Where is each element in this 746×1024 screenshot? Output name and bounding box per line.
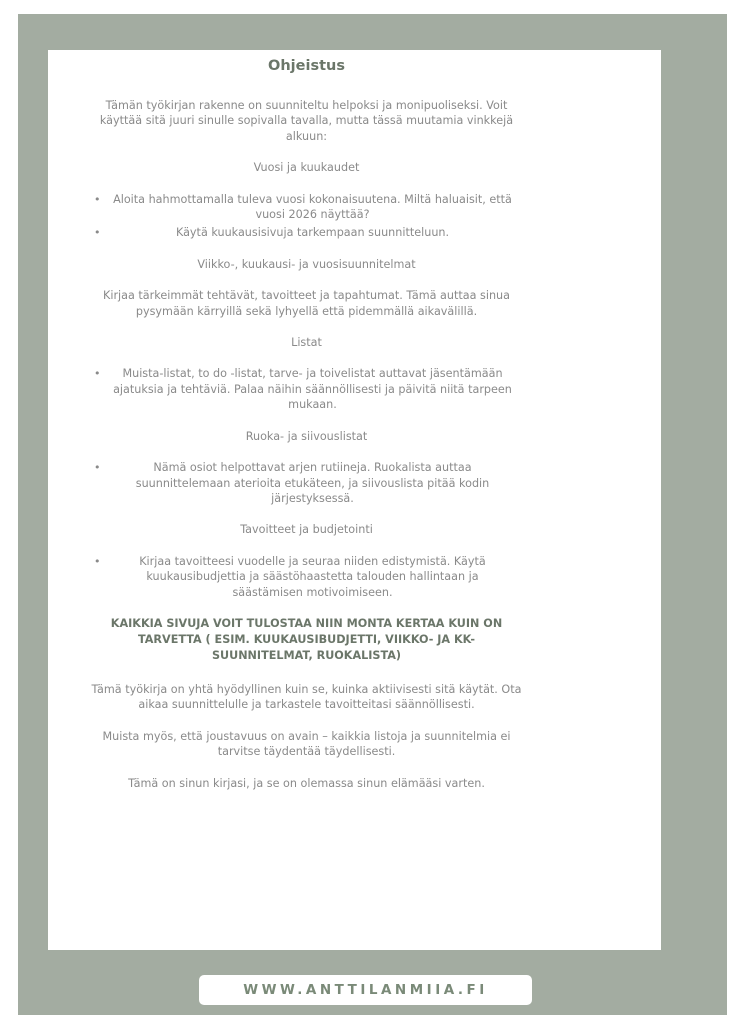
section-list-tavoitteet (88, 554, 525, 600)
document-title: Ohjeistus (268, 58, 345, 74)
document-content (88, 56, 525, 807)
closing-paragraph: Tämä on sinun kirjasi, ja se on olemassa sinun elämääsi varten. (128, 776, 485, 790)
intro-paragraph: Tämän työkirjan rakenne on suunniteltu helpoksi ja monipuoliseksi. Voit käyttää sitä juuri sinulle sopivalla tavalla, mutta tässä muutamia vinkkejä alkuun: (99, 99, 514, 143)
closing-paragraph: Muista myös, että joustavuus on avain – kaikkia listoja ja suunnitelmia ei tarvitse täydentää täydellisesti. (102, 729, 511, 759)
section-heading-ruoka: Ruoka- ja siivouslistat (245, 429, 368, 443)
list-item (88, 192, 525, 223)
bullet-icon: • (94, 192, 101, 206)
list-item (88, 225, 525, 240)
closing-paragraph: Tämä työkirja on yhtä hyödyllinen kuin se, kuinka aktiivisesti sitä käytät. Ota aikaa suunnittelulle ja tarkastele tavoitteitasi säännöllisesti. (91, 682, 522, 712)
bullet-icon: • (94, 226, 101, 240)
section-heading-vuosi: Vuosi ja kuukaudet (253, 161, 360, 175)
list-item-text: Kirjaa tavoitteesi vuodelle ja seuraa niiden edistymistä. Käytä kuukausibudjettia ja säästöhaastetta talouden hallintaan ja säästämisen motivoimiseen. (139, 554, 486, 599)
bullet-icon: • (94, 367, 101, 381)
list-item (88, 460, 525, 506)
website-url[interactable]: WWW.ANTTILANMIIA.FI (243, 982, 488, 998)
list-item-text: Käytä kuukausisivuja tarkempaan suunnitteluun. (175, 226, 450, 240)
section-heading-suunnitelmat: Viikko-, kuukausi- ja vuosisuunnitelmat (197, 257, 416, 271)
bullet-icon: • (94, 461, 101, 475)
section-paragraph-suunnitelmat: Kirjaa tärkeimmät tehtävät, tavoitteet ja tapahtumat. Tämä auttaa sinua pysymään kärryillä sekä lyhyellä että pidemmällä aikavälillä. (103, 289, 510, 318)
list-item-text: Nämä osiot helpottavat arjen rutiineja. Ruokalista auttaa suunnittelemaan aterioita etukäteen, ja siivouslista pitää kodin järjestyksessä. (135, 461, 490, 505)
website-badge[interactable] (199, 975, 532, 1005)
section-list-listat (88, 366, 525, 412)
section-heading-tavoitteet: Tavoitteet ja budjetointi (240, 523, 373, 537)
list-item-text: Muista-listat, to do -listat, tarve- ja toivelistat auttavat jäsentämään ajatuksia ja tehtäviä. Palaa näihin säännöllisesti ja päivitä niitä tarpeen mukaan. (113, 367, 512, 412)
list-item-text: Aloita hahmottamalla tuleva vuosi kokonaisuutena. Miltä haluaisit, että vuosi 2026 näyttää? (113, 192, 512, 222)
section-list-vuosi (88, 192, 525, 241)
list-item (88, 554, 525, 600)
section-heading-listat: Listat (291, 336, 322, 350)
bullet-icon: • (94, 554, 101, 568)
list-item (88, 366, 525, 412)
section-list-ruoka (88, 460, 525, 506)
print-notice: KAIKKIA SIVUJA VOIT TULOSTAA NIIN MONTA KERTAA KUIN ON TARVETTA ( ESIM. KUUKAUSIBUDJETTI, VIIKKO- JA KK-SUUNNITELMAT, RUOKALISTA) (110, 616, 503, 662)
